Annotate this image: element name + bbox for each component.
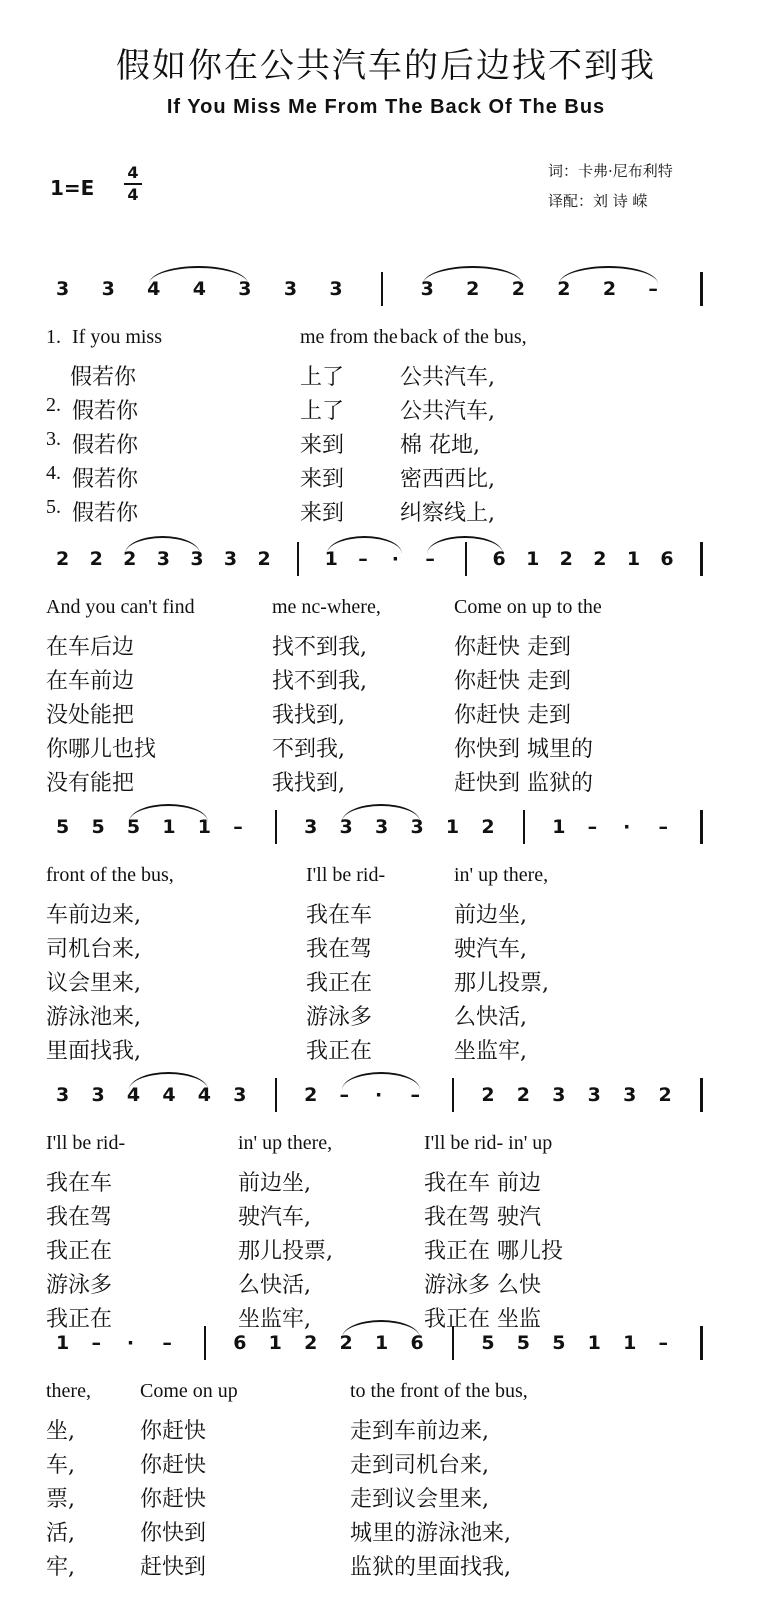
lyric-line — [0, 1516, 772, 1548]
lyric-segment: 找不到我, — [272, 635, 367, 660]
lyric-segment: back of the bus, — [400, 326, 527, 348]
lyric-line — [0, 326, 772, 358]
note: 2 — [511, 278, 525, 300]
note: 3 — [223, 548, 238, 570]
note: 1 — [626, 548, 641, 570]
note-row — [0, 1324, 772, 1364]
slur — [559, 266, 658, 284]
lyric-segment: 我在车 — [306, 903, 373, 928]
note: 1 — [623, 1332, 637, 1354]
note: 4 — [192, 278, 206, 300]
lyric-segment: 驶汽车, — [454, 937, 527, 962]
barline — [381, 272, 383, 306]
note: 3 — [623, 1084, 637, 1106]
note: 3 — [91, 1084, 105, 1106]
lyric-segment: Come on up to the — [454, 596, 602, 618]
lyric-segment: I'll be rid- in' up — [424, 1132, 553, 1154]
note: – — [425, 548, 435, 570]
note: 2 — [557, 278, 571, 300]
lyric-segment: 你赶快 — [140, 1487, 207, 1512]
lyric-segment: 我找到, — [272, 703, 345, 728]
lyric-segment: 没处能把 — [46, 703, 135, 728]
barline — [700, 810, 703, 844]
lyric-line — [0, 596, 772, 628]
lyric-segment: 我正在 — [306, 971, 373, 996]
translator-credit: 译配：刘 诗 嵘 — [548, 192, 648, 210]
note: 1 — [56, 1332, 70, 1354]
lyric-segment: 你赶快 — [140, 1453, 207, 1478]
lyric-line — [0, 1448, 772, 1480]
lyric-line — [0, 462, 772, 494]
lyric-line — [0, 766, 772, 798]
note: 5 — [516, 1332, 530, 1354]
lyric-segment: 坐监牢, — [454, 1039, 527, 1064]
lyric-segment: I'll be rid- — [46, 1132, 126, 1154]
note: 6 — [660, 548, 674, 570]
lyric-segment: Come on up — [140, 1380, 238, 1402]
lyric-segment: 公共汽车, — [400, 399, 495, 424]
note: 2 — [559, 548, 573, 570]
note: 2 — [593, 548, 607, 570]
note: 5 — [91, 816, 105, 838]
note: · — [623, 816, 631, 838]
note: – — [358, 548, 368, 570]
verse-number: 5. — [46, 496, 61, 518]
lyric-segment: 赶快到 — [140, 1555, 207, 1580]
lyric-segment: 我在驾 驶汽 — [424, 1205, 541, 1230]
note: · — [391, 548, 399, 570]
lyric-segment: 我在驾 — [46, 1205, 113, 1230]
note: 1 — [162, 816, 176, 838]
note-row — [0, 808, 772, 848]
lyric-segment: to the front of the bus, — [350, 1380, 528, 1402]
note: 2 — [516, 1084, 530, 1106]
lyric-segment: 找不到我, — [272, 669, 367, 694]
note: 3 — [56, 1084, 70, 1106]
lyric-segment: And you can't find — [46, 596, 195, 618]
lyric-segment: 我正在 — [306, 1039, 373, 1064]
note: 2 — [481, 816, 495, 838]
lyric-line — [0, 732, 772, 764]
note: 1 — [197, 816, 211, 838]
note: 4 — [197, 1084, 211, 1106]
note: 5 — [552, 1332, 566, 1354]
lyric-segment: 那儿投票, — [454, 971, 549, 996]
lyric-segment: 活, — [46, 1521, 75, 1546]
lyric-segment: 议会里来, — [46, 971, 141, 996]
note: – — [233, 816, 243, 838]
lyric-segment: in' up there, — [238, 1132, 333, 1154]
lyric-line — [0, 898, 772, 930]
note: 1 — [526, 548, 540, 570]
lyric-line — [0, 1000, 772, 1032]
note-row — [0, 540, 772, 580]
lyric-segment: me from the — [300, 326, 398, 348]
score-system — [0, 270, 772, 560]
barline — [452, 1078, 454, 1112]
note: · — [126, 1332, 135, 1354]
barline — [700, 1078, 703, 1112]
lyric-segment: 我正在 — [46, 1239, 113, 1264]
lyric-segment: 你哪儿也找 — [46, 737, 157, 762]
note: 1 — [445, 816, 460, 838]
note: 2 — [339, 1332, 353, 1354]
note: 2 — [89, 548, 103, 570]
lyric-segment: 假若你 — [72, 467, 139, 492]
barline — [452, 1326, 454, 1360]
lyric-segment: 我在车 前边 — [424, 1171, 541, 1196]
lyric-segment: 里面找我, — [46, 1039, 141, 1064]
note: 1 — [324, 548, 338, 570]
note: 3 — [190, 548, 204, 570]
barline — [204, 1326, 206, 1360]
lyric-segment: 假若你 — [70, 365, 137, 390]
lyric-segment: 我在驾 — [306, 937, 373, 962]
barline — [700, 1326, 703, 1360]
lyric-line — [0, 1482, 772, 1514]
lyric-segment: 不到我, — [272, 737, 345, 762]
note: 2 — [56, 548, 70, 570]
lyric-segment: me nc-where, — [272, 596, 381, 618]
note: 2 — [466, 278, 480, 300]
time-sig-numerator: 4 — [127, 163, 139, 182]
lyric-segment: 司机台来, — [46, 937, 141, 962]
lyric-segment: 么快活, — [238, 1273, 311, 1298]
page-title: 假如你在公共汽车的后边找不到我 — [116, 46, 656, 86]
lyric-segment: 我正在 — [46, 1307, 113, 1332]
slur — [423, 266, 522, 284]
lyric-segment: 在车后边 — [46, 635, 135, 660]
time-sig-denominator: 4 — [127, 185, 139, 204]
verse-number: 2. — [46, 394, 61, 416]
lyric-segment: 牢, — [46, 1555, 75, 1580]
note-row — [0, 1076, 772, 1116]
lyric-segment: 没有能把 — [46, 771, 135, 796]
note: 3 — [233, 1084, 247, 1106]
slur — [149, 266, 248, 284]
note: – — [91, 1332, 101, 1354]
lyric-segment: 假若你 — [72, 433, 139, 458]
lyric-segment: 在车前边 — [46, 669, 135, 694]
barline — [523, 810, 525, 844]
lyric-segment: 坐监牢, — [238, 1307, 311, 1332]
note: 3 — [552, 1084, 566, 1106]
lyric-line — [0, 630, 772, 662]
lyric-segment: 公共汽车, — [400, 365, 495, 390]
note: 2 — [602, 278, 617, 300]
lyric-segment: 棉 花地, — [400, 433, 480, 458]
barline — [700, 272, 703, 306]
lyricist-credit: 词：卡弗·尼布利特 — [548, 162, 673, 180]
note: 3 — [238, 278, 252, 300]
note: 3 — [375, 816, 389, 838]
note: 3 — [101, 278, 115, 300]
note: 2 — [481, 1084, 495, 1106]
lyric-line — [0, 966, 772, 998]
lyric-segment: 城里的游泳池来, — [350, 1521, 511, 1546]
note: 3 — [339, 816, 353, 838]
note: 2 — [304, 1084, 318, 1106]
note: 5 — [481, 1332, 495, 1354]
lyric-segment: 那儿投票, — [238, 1239, 333, 1264]
lyric-segment: 假若你 — [72, 501, 139, 526]
score-system — [0, 1324, 772, 1614]
barline — [275, 810, 277, 844]
lyric-segment: 我正在 坐监 — [424, 1307, 541, 1332]
note: 3 — [410, 816, 424, 838]
lyric-line — [0, 1380, 772, 1412]
lyric-segment: 前边坐, — [238, 1171, 311, 1196]
lyric-line — [0, 360, 772, 392]
score-system — [0, 540, 772, 830]
lyric-segment: If you miss — [72, 326, 162, 348]
note: – — [339, 1084, 350, 1106]
lyric-segment: 驶汽车, — [238, 1205, 311, 1230]
lyric-segment: 赶快到 监狱的 — [454, 771, 593, 796]
lyric-segment: 我在车 — [46, 1171, 113, 1196]
note: 1 — [375, 1332, 389, 1354]
lyric-line — [0, 1034, 772, 1066]
verse-number: 1. — [46, 326, 61, 348]
lyric-segment: 游泳多 — [306, 1005, 373, 1030]
lyric-segment: 车, — [46, 1453, 75, 1478]
note: 1 — [587, 1332, 601, 1354]
note: 1 — [268, 1332, 282, 1354]
lyric-segment: 票, — [46, 1487, 75, 1512]
note: 3 — [304, 816, 318, 838]
note: 3 — [283, 278, 298, 300]
note: – — [658, 816, 669, 838]
note: 2 — [304, 1332, 318, 1354]
verse-number: 4. — [46, 462, 61, 484]
note: 3 — [420, 278, 434, 300]
note: 6 — [492, 548, 506, 570]
note: – — [162, 1332, 172, 1354]
lyric-line — [0, 1234, 772, 1266]
note: 6 — [233, 1332, 247, 1354]
note: 3 — [329, 278, 343, 300]
lyric-segment: front of the bus, — [46, 864, 174, 886]
barline — [297, 542, 299, 576]
lyric-segment: 前边坐, — [454, 903, 527, 928]
lyric-segment: in' up there, — [454, 864, 549, 886]
note: 2 — [257, 548, 271, 570]
lyric-line — [0, 496, 772, 528]
lyric-segment: 你赶快 走到 — [454, 703, 571, 728]
lyric-segment: 游泳多 么快 — [424, 1273, 541, 1298]
lyric-segment: there, — [46, 1380, 91, 1402]
lyric-segment: 游泳多 — [46, 1273, 113, 1298]
lyric-segment: 你快到 — [140, 1521, 207, 1546]
lyric-segment: 你赶快 走到 — [454, 669, 571, 694]
note: 6 — [410, 1332, 424, 1354]
lyric-segment: 来到 — [300, 467, 345, 492]
note: – — [587, 816, 598, 838]
lyric-line — [0, 664, 772, 696]
lyric-line — [0, 394, 772, 426]
lyric-segment: 坐, — [46, 1419, 75, 1444]
verse-number: 3. — [46, 428, 61, 450]
lyric-segment: 你赶快 — [140, 1419, 207, 1444]
lyric-segment: I'll be rid- — [306, 864, 386, 886]
lyric-segment: 车前边来, — [46, 903, 141, 928]
lyric-line — [0, 1200, 772, 1232]
note: 5 — [56, 816, 70, 838]
lyric-segment: 走到议会里来, — [350, 1487, 489, 1512]
lyric-line — [0, 1166, 772, 1198]
lyric-segment: 走到车前边来, — [350, 1419, 489, 1444]
lyric-segment: 密西西比, — [400, 467, 495, 492]
barline — [700, 542, 703, 576]
lyric-line — [0, 1132, 772, 1164]
lyric-line — [0, 428, 772, 460]
lyric-segment: 来到 — [300, 501, 345, 526]
lyric-segment: 来到 — [300, 433, 345, 458]
barline — [275, 1078, 277, 1112]
note: 4 — [147, 278, 161, 300]
lyric-line — [0, 932, 772, 964]
note: 3 — [56, 278, 70, 300]
note: 4 — [126, 1084, 141, 1106]
note: 3 — [156, 548, 170, 570]
lyric-segment: 游泳池来, — [46, 1005, 141, 1030]
note: – — [648, 278, 658, 300]
note: 1 — [552, 816, 566, 838]
note: – — [658, 1332, 669, 1354]
lyric-segment: 你快到 城里的 — [454, 737, 593, 762]
lyric-segment: 上了 — [300, 399, 345, 424]
lyric-segment: 假若你 — [72, 399, 139, 424]
lyric-line — [0, 698, 772, 730]
key-signature: 1=E — [50, 176, 95, 200]
lyric-segment: 我正在 哪儿投 — [424, 1239, 563, 1264]
lyric-line — [0, 1550, 772, 1582]
time-signature — [124, 164, 142, 204]
note: 5 — [126, 816, 141, 838]
lyric-segment: 纠察线上, — [400, 501, 495, 526]
lyric-line — [0, 1268, 772, 1300]
note: 4 — [162, 1084, 176, 1106]
note: 3 — [587, 1084, 601, 1106]
lyric-segment: 我找到, — [272, 771, 345, 796]
lyric-segment: 么快活, — [454, 1005, 527, 1030]
note: · — [375, 1084, 383, 1106]
lyric-segment: 你赶快 走到 — [454, 635, 571, 660]
page-subtitle: If You Miss Me From The Back Of The Bus — [166, 96, 606, 118]
lyric-line — [0, 1414, 772, 1446]
note-row — [0, 270, 772, 310]
score-system — [0, 808, 772, 1098]
note: 2 — [123, 548, 137, 570]
lyric-segment: 上了 — [300, 365, 345, 390]
lyric-line — [0, 864, 772, 896]
lyric-segment: 走到司机台来, — [350, 1453, 489, 1478]
lyric-segment: 监狱的里面找我, — [350, 1555, 511, 1580]
note: 2 — [658, 1084, 672, 1106]
note: – — [410, 1084, 420, 1106]
